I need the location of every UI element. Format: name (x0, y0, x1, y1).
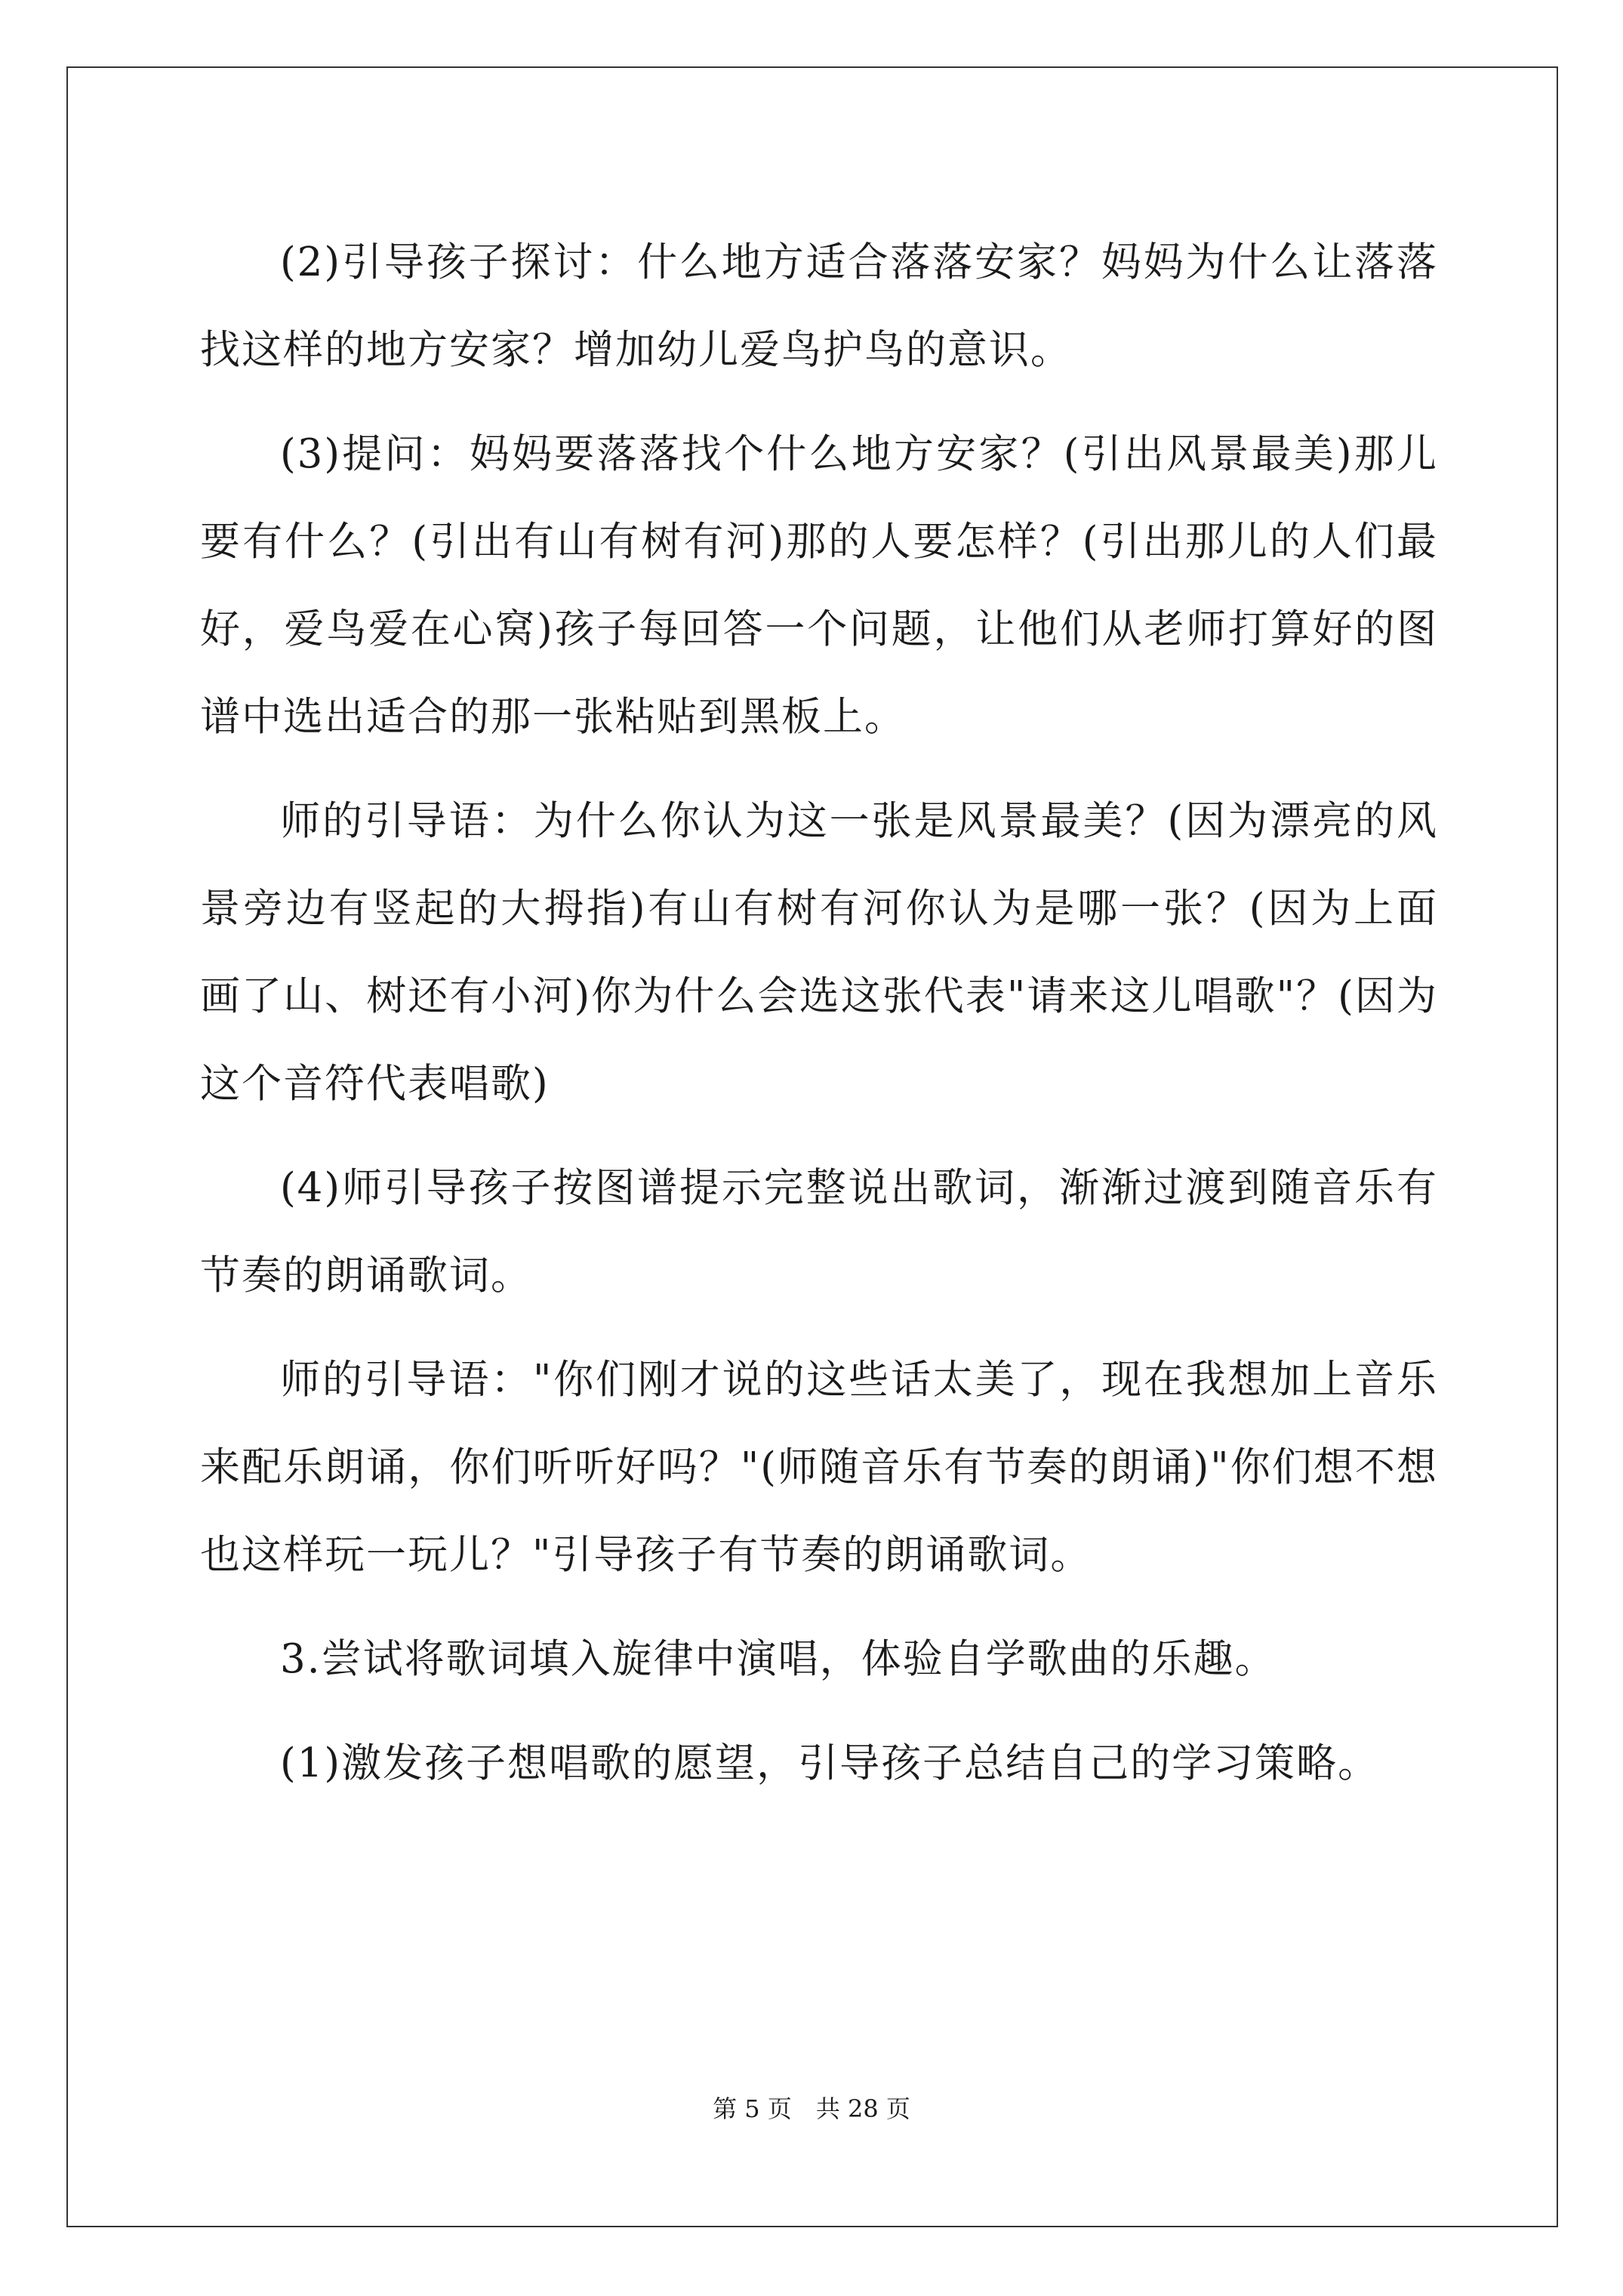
paragraph-section-3: 3.尝试将歌词填入旋律中演唱，体验自学歌曲的乐趣。 (280, 1636, 1277, 1682)
paragraph-step-1: (1)激发孩子想唱歌的愿望，引导孩子总结自己的学习策略。 (280, 1740, 1380, 1786)
document-body (200, 219, 1438, 1824)
paragraph-teacher-guide-2: 师的引导语："你们刚才说的这些话太美了，现在我想加上音乐来配乐朗诵，你们听听好吗？"(师随音乐有节奏的朗诵)"你们想不想也这样玩一玩儿？"引导孩子有节奏的朗诵歌词。 (200, 1357, 1438, 1578)
paragraph-step-3: (3)提问：妈妈要落落找个什么地方安家？(引出风景最美)那儿要有什么？(引出有山有树有河)那的人要怎样？(引出那儿的人们最好，爱鸟爱在心窝)孩子每回答一个问题，让他们从老师打算好的图谱中选出适合的那一张粘贴到黑板上。 (200, 431, 1438, 740)
paragraph-teacher-guide-1: 师的引导语：为什么你认为这一张是风景最美？(因为漂亮的风景旁边有竖起的大拇指)有山有树有河你认为是哪一张？(因为上面画了山、树还有小河)你为什么会选这张代表"请来这儿唱歌"？(因为这个音符代表唱歌) (200, 798, 1438, 1107)
page-number-footer: 第 5 页 共 28 页 (713, 2094, 910, 2123)
paragraph-step-4: (4)师引导孩子按图谱提示完整说出歌词，渐渐过渡到随音乐有节奏的朗诵歌词。 (200, 1165, 1438, 1299)
paragraph-step-2: (2)引导孩子探讨：什么地方适合落落安家？妈妈为什么让落落找这样的地方安家？增加幼儿爱鸟护鸟的意识。 (200, 239, 1438, 373)
